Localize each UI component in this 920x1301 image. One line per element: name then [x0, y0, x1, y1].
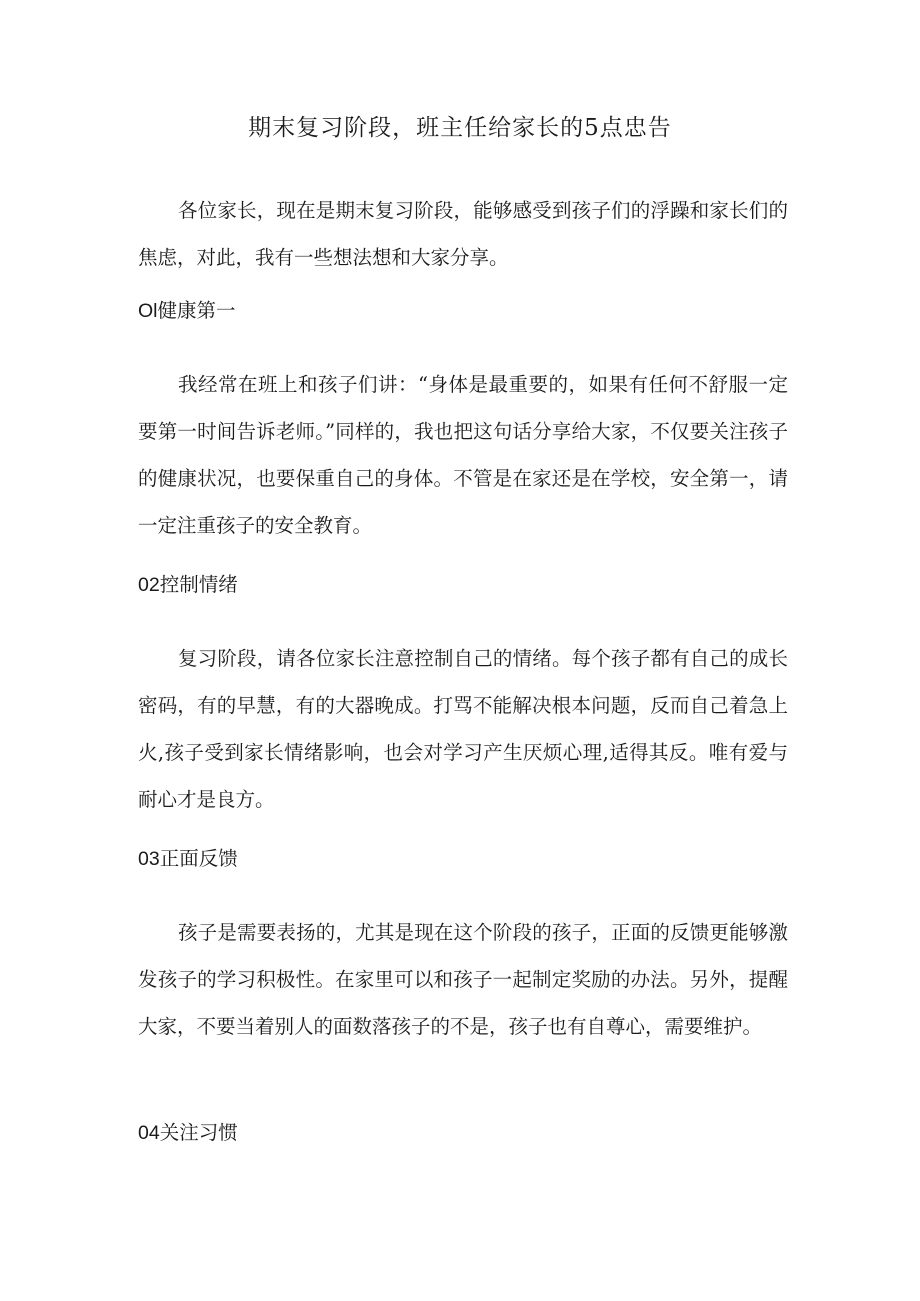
- section-body-3: 孩子是需要表扬的，尤其是现在这个阶段的孩子，正面的反馈更能够激发孩子的学习积极性。在家里可以和孩子一起制定奖励的办法。另外，提醒大家，不要当着别人的面数落孩子的不是，孩子也有自尊心，需要维护。: [138, 921, 788, 1038]
- section-title: 正面反馈: [159, 847, 238, 870]
- section-title: 关注习惯: [159, 1121, 238, 1144]
- section-number: 02: [138, 574, 160, 596]
- document-title: 期末复习阶段，班主任给家长的5点忠告: [248, 115, 672, 141]
- section-number: Ol: [138, 300, 158, 322]
- section-body-1: 我经常在班上和孩子们讲：“身体是最重要的，如果有任何不舒服一定要第一时间告诉老师。”同样的，我也把这句话分享给大家，不仅要关注孩子的健康状况，也要保重自己的身体。不管是在家还是在学校，安全第一，请一定注重孩子的安全教育。: [138, 373, 788, 537]
- section-body-2: 复习阶段，请各位家长注意控制自己的情绪。每个孩子都有自己的成长密码，有的早慧，有的大器晚成。打骂不能解决根本问题，反而自己着急上火,孩子受到家长情绪影响，也会对学习产生厌烦心理,适得其反。唯有爱与耐心才是良方。: [138, 647, 788, 811]
- section-number: 03: [138, 848, 160, 870]
- section-heading-1: [138, 296, 236, 326]
- section-number: 04: [138, 1122, 160, 1144]
- section-heading-3: [138, 844, 238, 874]
- section-title: 健康第一: [157, 299, 236, 322]
- intro-paragraph: 各位家长，现在是期末复习阶段，能够感受到孩子们的浮躁和家长们的焦虑，对此，我有一些想法想和大家分享。: [138, 199, 788, 269]
- section-title: 控制情绪: [159, 573, 238, 596]
- section-heading-2: [138, 570, 238, 600]
- section-heading-4: [138, 1118, 238, 1148]
